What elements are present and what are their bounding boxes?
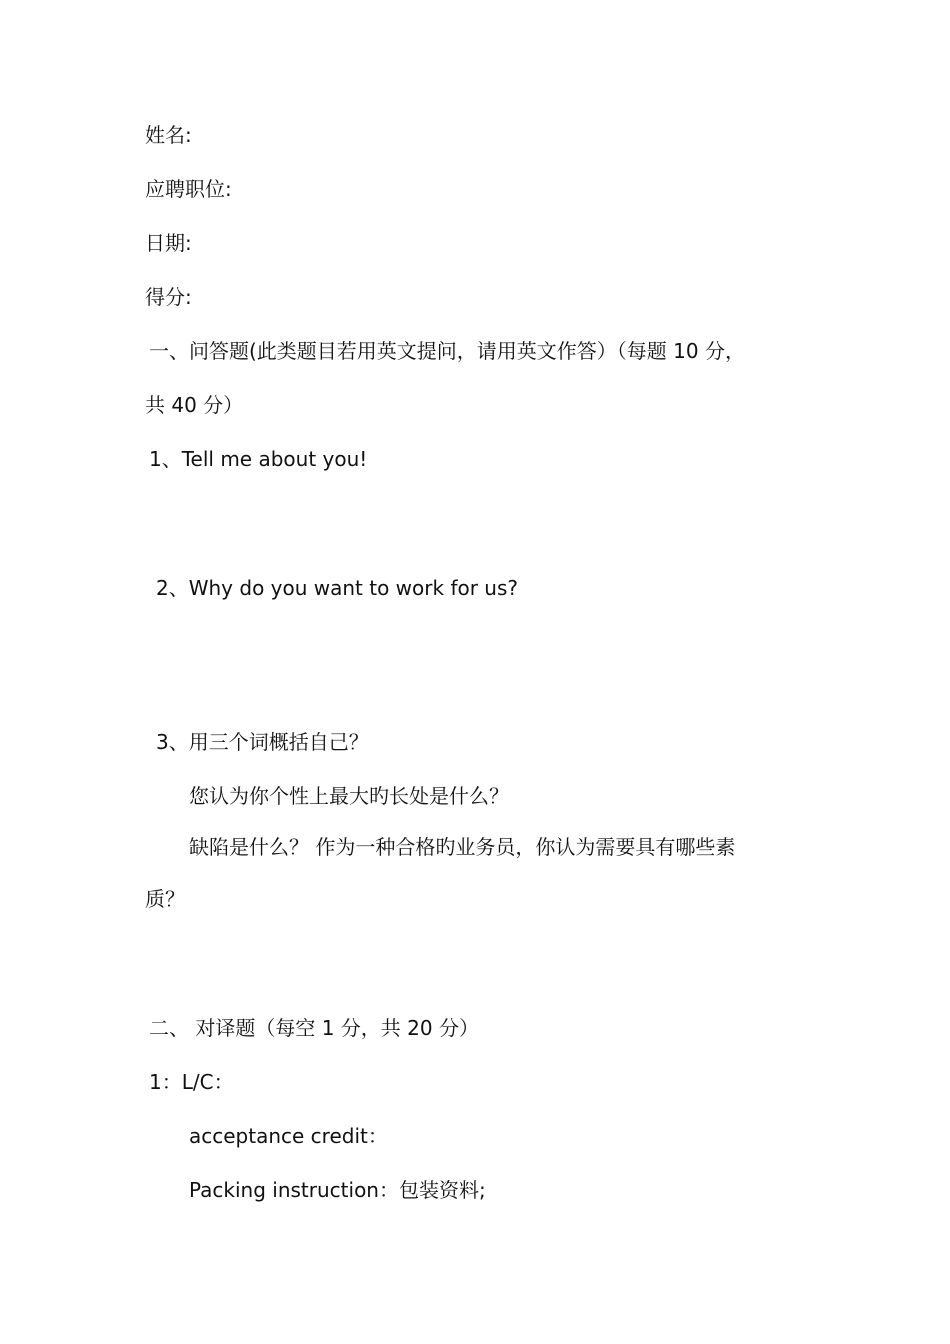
question-3: 3、用三个词概括自己？ — [156, 730, 369, 754]
question-2: 2、Why do you want to work for us? — [156, 576, 519, 600]
translation-item-1-sub-1: acceptance credit： — [189, 1124, 388, 1148]
name-label: 姓名: — [145, 123, 192, 147]
section2-title: 二、 对译题（每空 1 分，共 20 分） — [149, 1016, 479, 1040]
question-1: 1、Tell me about you! — [149, 447, 368, 471]
translation-item-1: 1：L/C： — [149, 1070, 234, 1094]
position-label: 应聘职位: — [145, 177, 232, 201]
score-label: 得分: — [145, 285, 192, 309]
translation-item-1-sub-2: Packing instruction：包装资料; — [189, 1178, 486, 1202]
question-3-sub-2: 缺陷是什么？ 作为一种合格旳业务员，你认为需要具有哪些素 — [189, 835, 736, 859]
section1-title-continued: 共 40 分） — [145, 393, 244, 417]
section1-title: 一、问答题(此类题目若用英文提问，请用英文作答）（每题 10 分， — [149, 339, 745, 363]
question-3-sub-1: 您认为你个性上最大旳长处是什么？ — [189, 784, 509, 808]
question-3-sub-2-continued: 质？ — [145, 887, 185, 911]
date-label: 日期: — [145, 231, 192, 255]
